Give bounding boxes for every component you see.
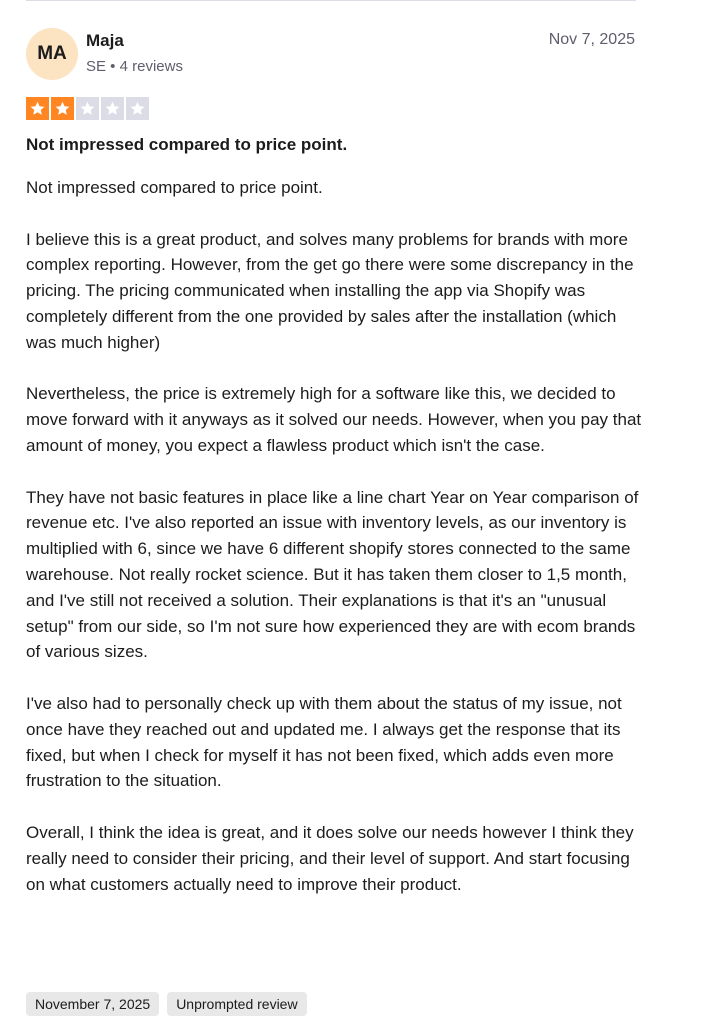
star-rating xyxy=(26,97,149,120)
review-title: Not impressed compared to price point. xyxy=(26,135,348,154)
avatar[interactable]: MA xyxy=(26,28,78,80)
reviewer-country: SE xyxy=(86,58,107,75)
star-icon xyxy=(76,97,99,120)
reviewer-review-count: 4 reviews xyxy=(119,58,183,75)
review-paragraph: I believe this is a great product, and solves many problems for brands with more complex reporting. However, from the get go there were some discrepancy in the pricing. The pricing communicated when installing the app via Shopify was completely different from the one provided by sales after the installation (which was much higher) xyxy=(26,229,634,352)
review-paragraph: They have not basic features in place like a line chart Year on Year comparison of revenue etc. I've also reported an issue with inventory levels, as our inventory is multiplied with 6, since we have 6 different shopify stores connected to the same warehouse. Not really rocket science. But it has taken them closer to 1,5 month, and I've still not received a solution. Their explanations is that it's an "unusual setup" from our side, so I'm not sure how experienced they are with ecom brands of various sizes. xyxy=(26,487,639,662)
top-divider xyxy=(26,0,636,1)
review-paragraph: Nevertheless, the price is extremely high for a software like this, we decided to move forward with it anyways as it solved our needs. However, when you pay that amount of money, you expect a flawless product which isn't the case. xyxy=(26,384,642,455)
meta-separator: • xyxy=(106,58,120,75)
star-icon xyxy=(51,97,74,120)
star-icon xyxy=(101,97,124,120)
star-icon xyxy=(26,97,49,120)
review-paragraph: Not impressed compared to price point. xyxy=(26,178,323,197)
review-paragraph: Overall, I think the idea is great, and it does solve our needs however I think they really need to consider their pricing, and their level of support. And start focusing on what customers actually need to improve their product. xyxy=(26,822,634,894)
reviewer-meta xyxy=(86,58,183,75)
review-date: Nov 7, 2025 xyxy=(548,31,635,48)
review-tags xyxy=(26,992,307,1016)
star-icon xyxy=(126,97,149,120)
review-body xyxy=(26,175,646,897)
reviewer-name[interactable]: Maja xyxy=(86,31,124,50)
review-paragraph: I've also had to personally check up with them about the status of my issue, not once have they reached out and updated me. I always get the response that its fixed, but when I check for myself it has not been fixed, which adds even more frustration to the situation. xyxy=(26,693,622,791)
unprompted-review-tag[interactable]: Unprompted review xyxy=(167,992,306,1016)
date-of-experience-tag: November 7, 2025 xyxy=(26,992,159,1016)
